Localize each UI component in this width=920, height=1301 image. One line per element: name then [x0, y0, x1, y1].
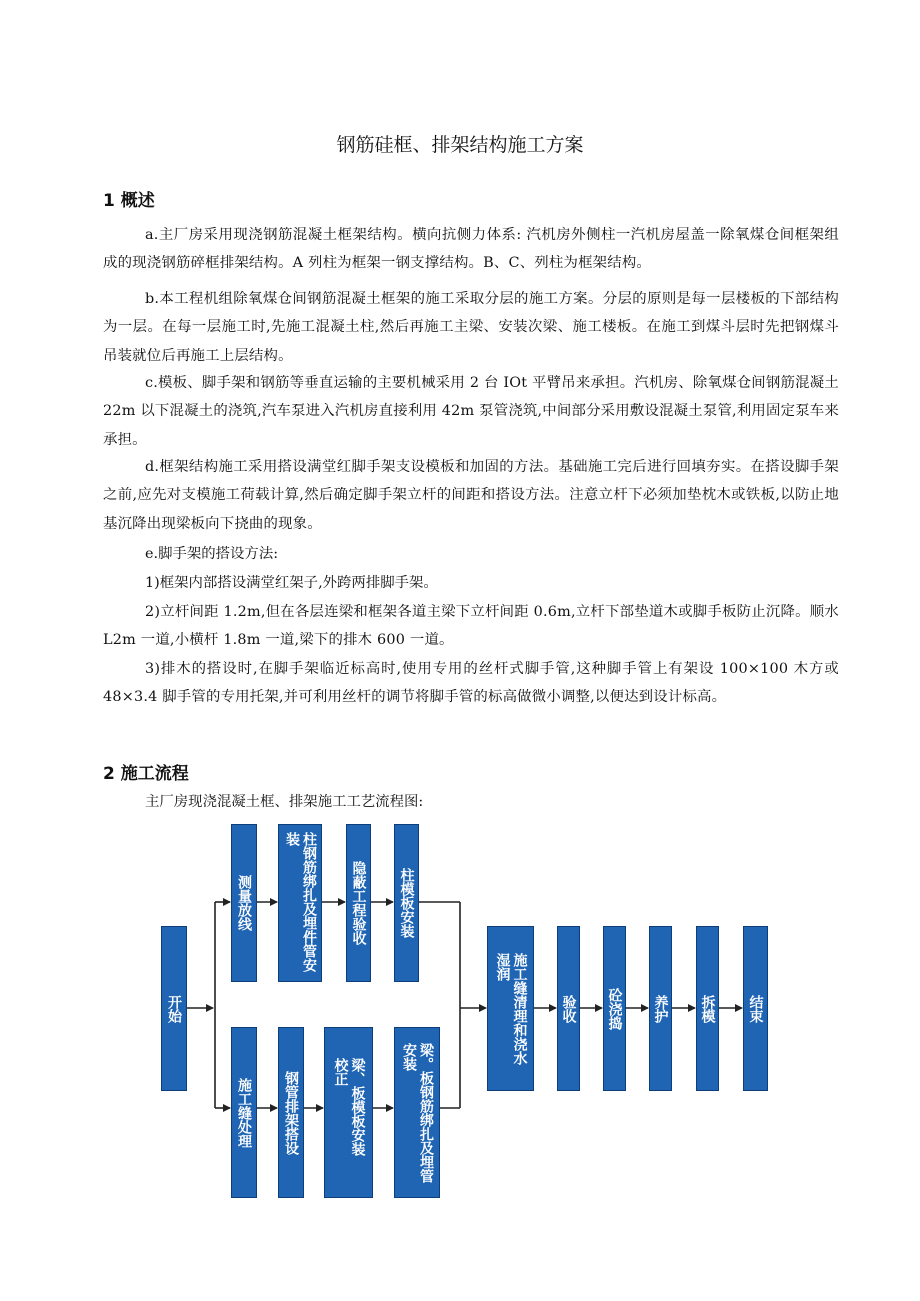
flow-box-top-4	[394, 824, 419, 982]
list-item-2: 2)立杆间距 1.2m,但在各层连梁和框架各道主梁下立杆间距 0.6m,立杆下部垫道木或脚手板防止沉降。顺水 L2m 一道,小横杆 1.8m 一道,梁下的排木 600 一道。	[103, 604, 839, 649]
flow-box-bottom-1	[231, 1027, 257, 1198]
flow-box-label: 施工缝处理	[236, 1077, 252, 1148]
paragraph-e: e.脚手架的搭设方法:	[145, 546, 279, 562]
flow-box-label: 梁。板钢筋绑扎及埋管安装	[401, 1042, 434, 1183]
flow-box-label: 柱钢筋绑扎及埋件管安装	[284, 832, 317, 972]
flow-start-label: 开始	[166, 994, 182, 1023]
list-item-1: 1)框架内部搭设满堂红架子,外跨两排脚手架。	[145, 575, 438, 591]
flow-box-sequence-5	[696, 926, 719, 1091]
flow-box-label: 测量放线	[236, 875, 252, 931]
flow-box-sequence-1	[487, 926, 534, 1091]
flow-box-label: 隐蔽工程验收	[350, 861, 367, 945]
flow-box-label: 拆模	[699, 994, 716, 1023]
flow-box-label: 梁、板模板安装校正	[332, 1057, 366, 1156]
flow-box-label: 砼浇捣	[606, 987, 623, 1030]
flowchart-intro: 主厂房现浇混凝土框、排架施工工艺流程图:	[145, 794, 424, 810]
list-item-3: 3)排木的搭设时,在脚手架临近标高时,使用专用的丝杆式脚手管,这种脚手管上有架设 100×100 木方或 48×3.4 脚手管的专用托架,并可利用丝杆的调节将脚手管的标高做微小调整,以便达到设计标高。	[103, 661, 839, 706]
section-1-heading: 1 概述	[103, 191, 155, 211]
flow-box-top-3	[346, 824, 371, 982]
flow-end-label: 结束	[747, 994, 764, 1023]
flow-box-bottom-2	[278, 1027, 304, 1198]
flow-box-label: 钢管排架搭设	[283, 1070, 299, 1155]
flow-box-label: 验收	[560, 994, 577, 1023]
paragraph-b: b.本工程机组除氧煤仓间钢筋混凝土框架的施工采取分层的施工方案。分层的原则是每一层楼板的下部结构为一层。在每一层施工时,先施工混凝土柱,然后再施工主梁、安装次梁、施工楼板。在施工到煤斗层时先把钢煤斗吊装就位后再施工上层结构。	[103, 291, 839, 364]
document-title: 钢筋硅框、排架结构施工方案	[336, 134, 584, 156]
flow-box-sequence-3	[603, 926, 626, 1091]
flow-start-box	[161, 926, 187, 1091]
flow-end-box	[743, 926, 768, 1091]
paragraph-a: a.主厂房采用现浇钢筋混凝土框架结构。横向抗侧力体系: 汽机房外侧柱一汽机房屋盖一除氧煤仓间框架组成的现浇钢筋碎框排架结构。A 列柱为框架一钢支撑结构。B、C、列柱为框架结构。	[103, 227, 839, 272]
paragraph-d: d.框架结构施工采用搭设满堂红脚手架支设模板和加固的方法。基础施工完后进行回填夯实。在搭设脚手架之前,应先对支模施工荷载计算,然后确定脚手架立杆的间距和搭设方法。注意立杆下必须加垫枕木或铁板,以防止地基沉降出现梁板向下挠曲的现象。	[103, 459, 839, 532]
paragraph-c: c.模板、脚手架和钢筋等垂直运输的主要机械采用 2 台 IOt 平臂吊来承担。汽机房、除氧煤仓间钢筋混凝土 22m 以下混凝土的浇筑,汽车泵进入汽机房直接利用 42m 泵管浇筑,中间部分采用敷设混凝土泵管,利用固定泵车来承担。	[103, 375, 839, 448]
flow-box-bottom-4	[394, 1027, 440, 1198]
flow-box-bottom-3	[324, 1027, 373, 1198]
flow-box-label: 施工缝清理和浇水湿润	[494, 952, 528, 1065]
flow-box-label: 养护	[652, 994, 669, 1023]
section-2-heading: 2 施工流程	[103, 764, 189, 784]
flow-box-sequence-4	[649, 926, 672, 1091]
flow-box-sequence-2	[557, 926, 580, 1091]
flow-box-top-1	[231, 824, 257, 982]
flow-box-label: 柱模板安装	[398, 868, 415, 938]
flow-box-top-2	[278, 824, 322, 982]
